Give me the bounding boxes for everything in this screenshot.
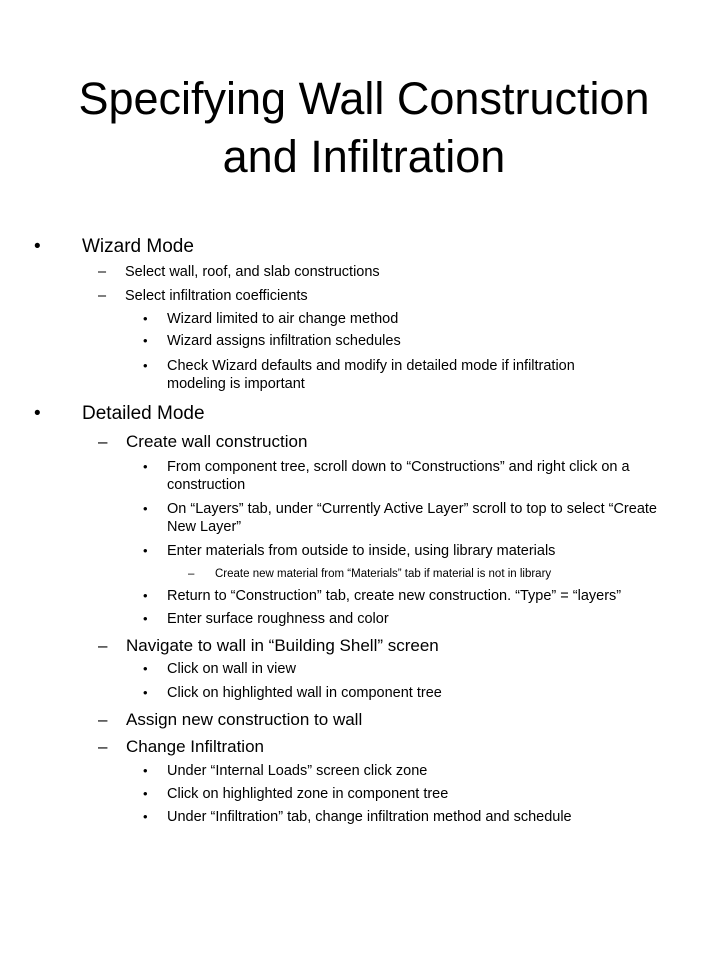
dash-marker: – bbox=[98, 636, 108, 655]
list-item-text: Create new material from “Materials” tab if material is not in library bbox=[215, 568, 552, 580]
dash-marker: – bbox=[98, 710, 108, 729]
list-item-text: Assign new construction to wall bbox=[126, 710, 363, 729]
list-item-text: Enter surface roughness and color bbox=[167, 611, 389, 627]
dash-marker: – bbox=[98, 737, 108, 756]
bullet-marker: • bbox=[143, 786, 148, 801]
list-item-text: Change Infiltration bbox=[126, 737, 264, 756]
list-item-text: On “Layers” tab, under “Currently Active Layer” scroll to top to select “Create New Layer” bbox=[167, 501, 657, 535]
bullet-marker: • bbox=[143, 611, 148, 626]
list-item-text: Under “Infiltration” tab, change infiltration method and schedule bbox=[167, 809, 572, 825]
dash-marker: – bbox=[98, 264, 107, 280]
list-item-text: Navigate to wall in “Building Shell” screen bbox=[126, 636, 439, 655]
list-item-text: Create wall construction bbox=[126, 432, 308, 451]
list-item-text: Detailed Mode bbox=[82, 403, 205, 424]
bullet-marker: • bbox=[143, 763, 148, 778]
list-item-text: From component tree, scroll down to “Constructions” and right click on a construction bbox=[167, 459, 630, 493]
list-item-text: Enter materials from outside to inside, using library materials bbox=[167, 543, 556, 559]
list-item-text: Select infiltration coefficients bbox=[125, 288, 308, 304]
list-item-text: Wizard limited to air change method bbox=[167, 311, 399, 327]
list-item-text: Click on highlighted wall in component tree bbox=[167, 685, 442, 701]
list-item-text: Return to “Construction” tab, create new construction. “Type” = “layers” bbox=[167, 588, 622, 604]
list-item-text: Click on wall in view bbox=[167, 661, 296, 677]
bullet-marker: • bbox=[143, 588, 148, 603]
list-item-text: Select wall, roof, and slab constructions bbox=[125, 264, 380, 280]
bullet-marker: • bbox=[143, 333, 148, 348]
bullet-marker: • bbox=[34, 403, 41, 424]
dash-marker: – bbox=[98, 288, 107, 304]
bullet-marker: • bbox=[143, 661, 148, 676]
slide-title-line-2: and Infiltration bbox=[222, 131, 506, 182]
bullet-marker: • bbox=[143, 685, 148, 700]
bullet-marker: • bbox=[143, 543, 148, 558]
bullet-marker: • bbox=[34, 236, 41, 257]
bullet-marker: • bbox=[143, 358, 148, 373]
bullet-marker: • bbox=[143, 311, 148, 326]
bullet-marker: • bbox=[143, 501, 148, 516]
list-item-text: Wizard Mode bbox=[82, 236, 194, 257]
list-item-text: Check Wizard defaults and modify in detailed mode if infiltration modeling is important bbox=[167, 358, 575, 392]
dash-marker: – bbox=[188, 568, 195, 580]
bullet-marker: • bbox=[143, 809, 148, 824]
bullet-marker: • bbox=[143, 459, 148, 474]
list-item-text: Click on highlighted zone in component tree bbox=[167, 786, 449, 802]
slide-title-line-1: Specifying Wall Construction bbox=[78, 73, 650, 124]
dash-marker: – bbox=[98, 432, 108, 451]
list-item-text: Under “Internal Loads” screen click zone bbox=[167, 763, 428, 779]
list-item-text: Wizard assigns infiltration schedules bbox=[167, 333, 401, 349]
